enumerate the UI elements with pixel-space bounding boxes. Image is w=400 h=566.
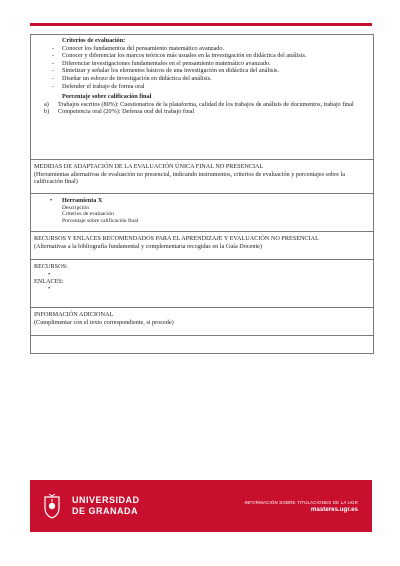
- recursos-bullet: [48, 271, 370, 278]
- list-item: - Defender el trabajo de forma oral: [62, 83, 370, 91]
- enlaces-bullet: [48, 285, 370, 292]
- tool-section: [31, 194, 373, 232]
- list-item: - Diseñar un esbozo de investigación en didáctica del análisis.: [62, 75, 370, 83]
- criteria-list: [34, 45, 370, 91]
- additional-section: [31, 308, 373, 336]
- percentage-list: [34, 101, 370, 116]
- university-name: [72, 495, 140, 517]
- section-subtitle: (Cumplimentar con el texto correspondiente, si procede): [34, 318, 174, 326]
- evaluation-section: [31, 35, 373, 160]
- university-line1: UNIVERSIDAD: [72, 495, 140, 505]
- list-text: Trabajos escritos (80%): Cuestionarios de la plataforma, calidad de los trabajos de análisis de documentos, trabajo final: [58, 100, 354, 108]
- section-title: MEDIDAS DE ADAPTACIÓN DE LA EVALUACIÓN ÚNICA FINAL NO PRESENCIAL: [34, 163, 264, 170]
- info-block: [244, 500, 358, 514]
- university-crest-icon: [42, 493, 62, 519]
- links-section: [31, 260, 373, 308]
- tool-criteria: Criterios de evaluación: [62, 211, 114, 218]
- section-title: RECURSOS Y ENLACES RECOMENDADOS PARA EL APRENDIZAJE Y EVALUACIÓN NO PRESENCIAL: [34, 235, 319, 242]
- tool-name: Herramienta X: [62, 197, 103, 204]
- list-item: - Sintetizar y señalar los elementos básicos de una investigación en didáctica del análisis.: [62, 67, 370, 75]
- footer-banner: [30, 480, 372, 532]
- section-title: INFORMACIÓN ADICIONAL: [34, 311, 114, 318]
- empty-row: [31, 336, 373, 353]
- list-item: - Conocer los fundamentos del pensamiento matemático avanzado.: [62, 45, 370, 53]
- criteria-title: Criterios de evaluación:: [62, 37, 126, 44]
- top-red-rule: [30, 23, 372, 26]
- tool-percentage: Porcentaje sobre calificación final: [62, 218, 139, 225]
- percentage-title: Porcentaje sobre calificación final: [62, 93, 152, 101]
- list-marker: a): [44, 100, 49, 108]
- list-item: [34, 108, 370, 116]
- university-line2: DE GRANADA: [72, 506, 139, 516]
- recursos-label: RECURSOS:: [34, 263, 68, 270]
- bullet-icon: •: [50, 197, 53, 204]
- section-subtitle: (Herramientas alternativas de evaluación no presencial, indicando instrumentos, criterios de evaluación y porcentajes sobre la calificación final): [34, 170, 345, 186]
- list-text: Competencia oral (20%): Defensa oral del trabajo final: [58, 108, 195, 116]
- list-item: [34, 101, 370, 109]
- guide-table: [30, 34, 374, 354]
- adaptation-section: [31, 160, 373, 194]
- resources-section: [31, 232, 373, 260]
- tool-block: [46, 197, 370, 225]
- section-subtitle: (Alternativas a la bibliografía fundamental y complementaria recogidas en la Guía Docente): [34, 242, 262, 250]
- website-link[interactable]: masteres.ugr.es: [310, 506, 358, 513]
- list-item: - Conocer y diferenciar los marcos teóricos más usuales en la investigación en didáctica del análisis.: [62, 52, 370, 60]
- list-item: - Diferenciar investigaciones fundamentales en el pensamiento matemático avanzado.: [62, 60, 370, 68]
- enlaces-label: ENLACES:: [34, 277, 64, 285]
- list-marker: b): [44, 108, 50, 116]
- info-line: INFORMACIÓN SOBRE TITULACIONES DE LA UGR: [244, 500, 358, 505]
- tool-description: Descripción: [62, 204, 90, 211]
